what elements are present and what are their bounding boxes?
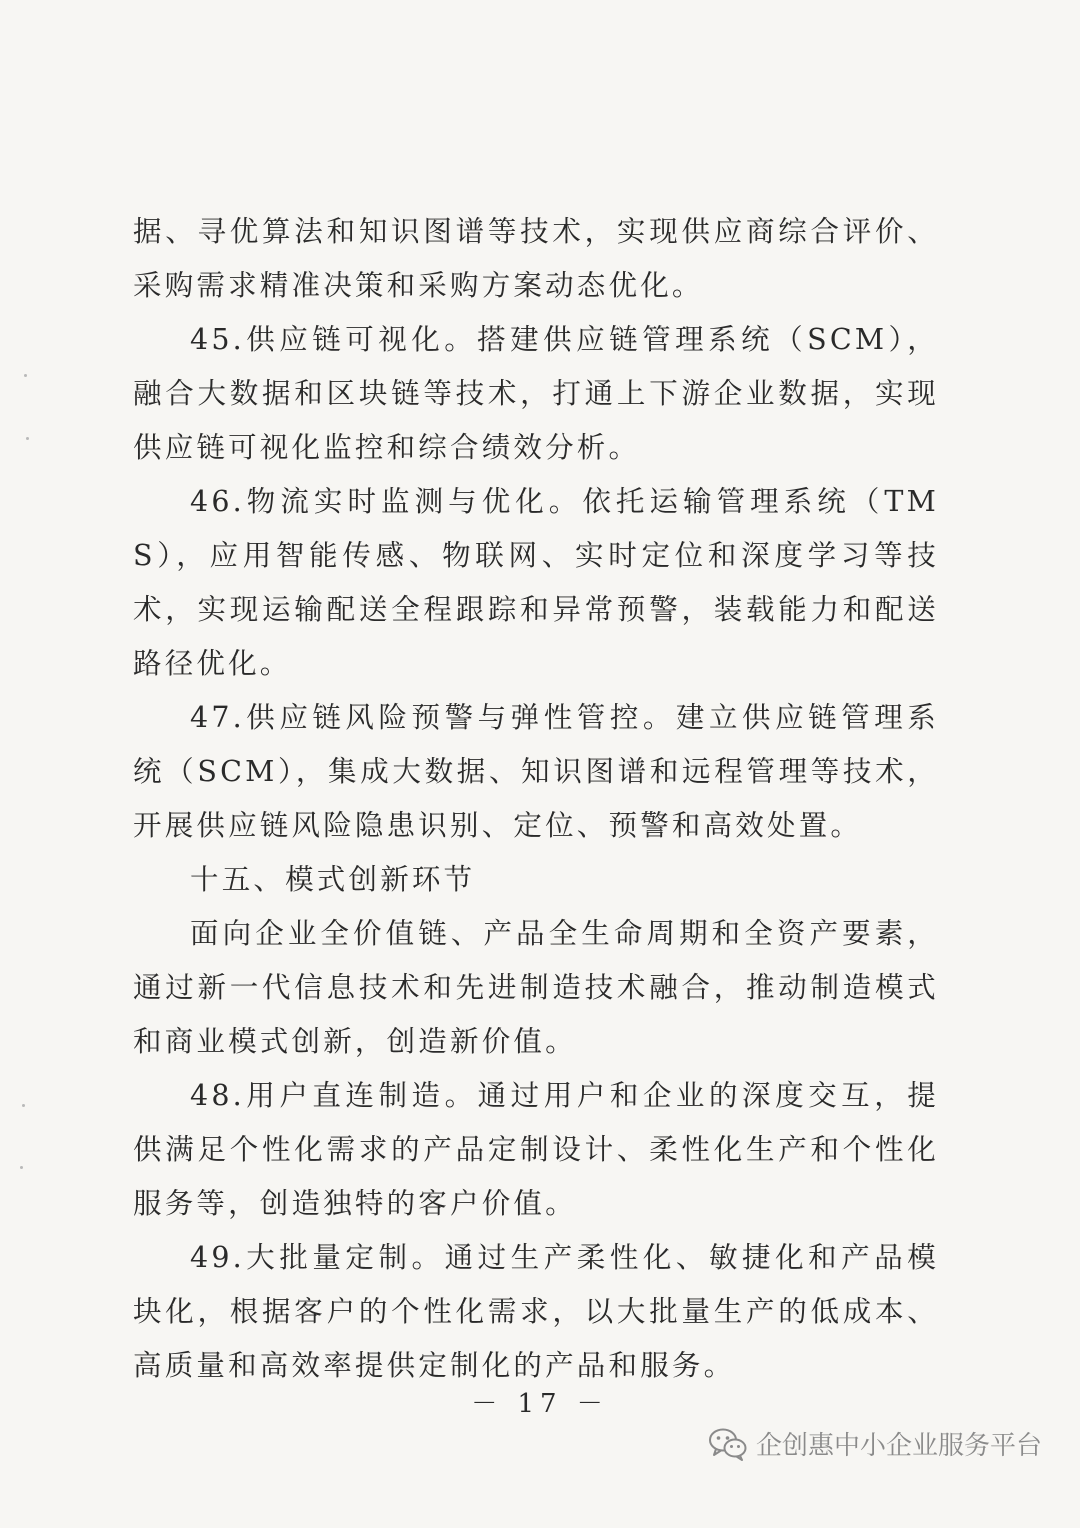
watermark-text: 企创惠中小企业服务平台: [755, 1431, 1042, 1461]
scan-speck: [20, 1166, 23, 1169]
wechat-icon: [708, 1427, 748, 1461]
page-number: － 17 －: [471, 1389, 609, 1419]
paragraph-item-49: 49.大批量定制。通过生产柔性化、敏捷化和产品模块化，根据客户的个性化需求，以大批量生产的低成本、高质量和高效率提供定制化的产品和服务。: [133, 1241, 939, 1382]
document-body: [133, 205, 939, 1393]
paragraph-item-47: 47.供应链风险预警与弹性管控。建立供应链管理系统（SCM），集成大数据、知识图谱和远程管理等技术，开展供应链风险隐患识别、定位、预警和高效处置。: [133, 701, 939, 842]
paragraph-item-48: 48.用户直连制造。通过用户和企业的深度交互，提供满足个性化需求的产品定制设计、柔性化生产和个性化服务等，创造独特的客户价值。: [133, 1079, 939, 1220]
paragraph-continuation: 据、寻优算法和知识图谱等技术，实现供应商综合评价、采购需求精准决策和采购方案动态优化。: [133, 215, 939, 302]
paragraph-item-46: 46.物流实时监测与优化。依托运输管理系统（TMS），应用智能传感、物联网、实时定位和深度学习等技术，实现运输配送全程跟踪和异常预警，装载能力和配送路径优化。: [133, 485, 939, 680]
scan-speck: [24, 374, 27, 377]
scan-speck: [22, 1104, 25, 1107]
watermark: [708, 1425, 1042, 1462]
paragraph-section-intro: 面向企业全价值链、产品全生命周期和全资产要素，通过新一代信息技术和先进制造技术融合，推动制造模式和商业模式创新，创造新价值。: [133, 917, 939, 1058]
scan-speck: [26, 437, 29, 440]
section-heading: 十五、模式创新环节: [190, 863, 476, 896]
paragraph-item-45: 45.供应链可视化。搭建供应链管理系统（SCM），融合大数据和区块链等技术，打通上下游企业数据，实现供应链可视化监控和综合绩效分析。: [133, 323, 939, 464]
